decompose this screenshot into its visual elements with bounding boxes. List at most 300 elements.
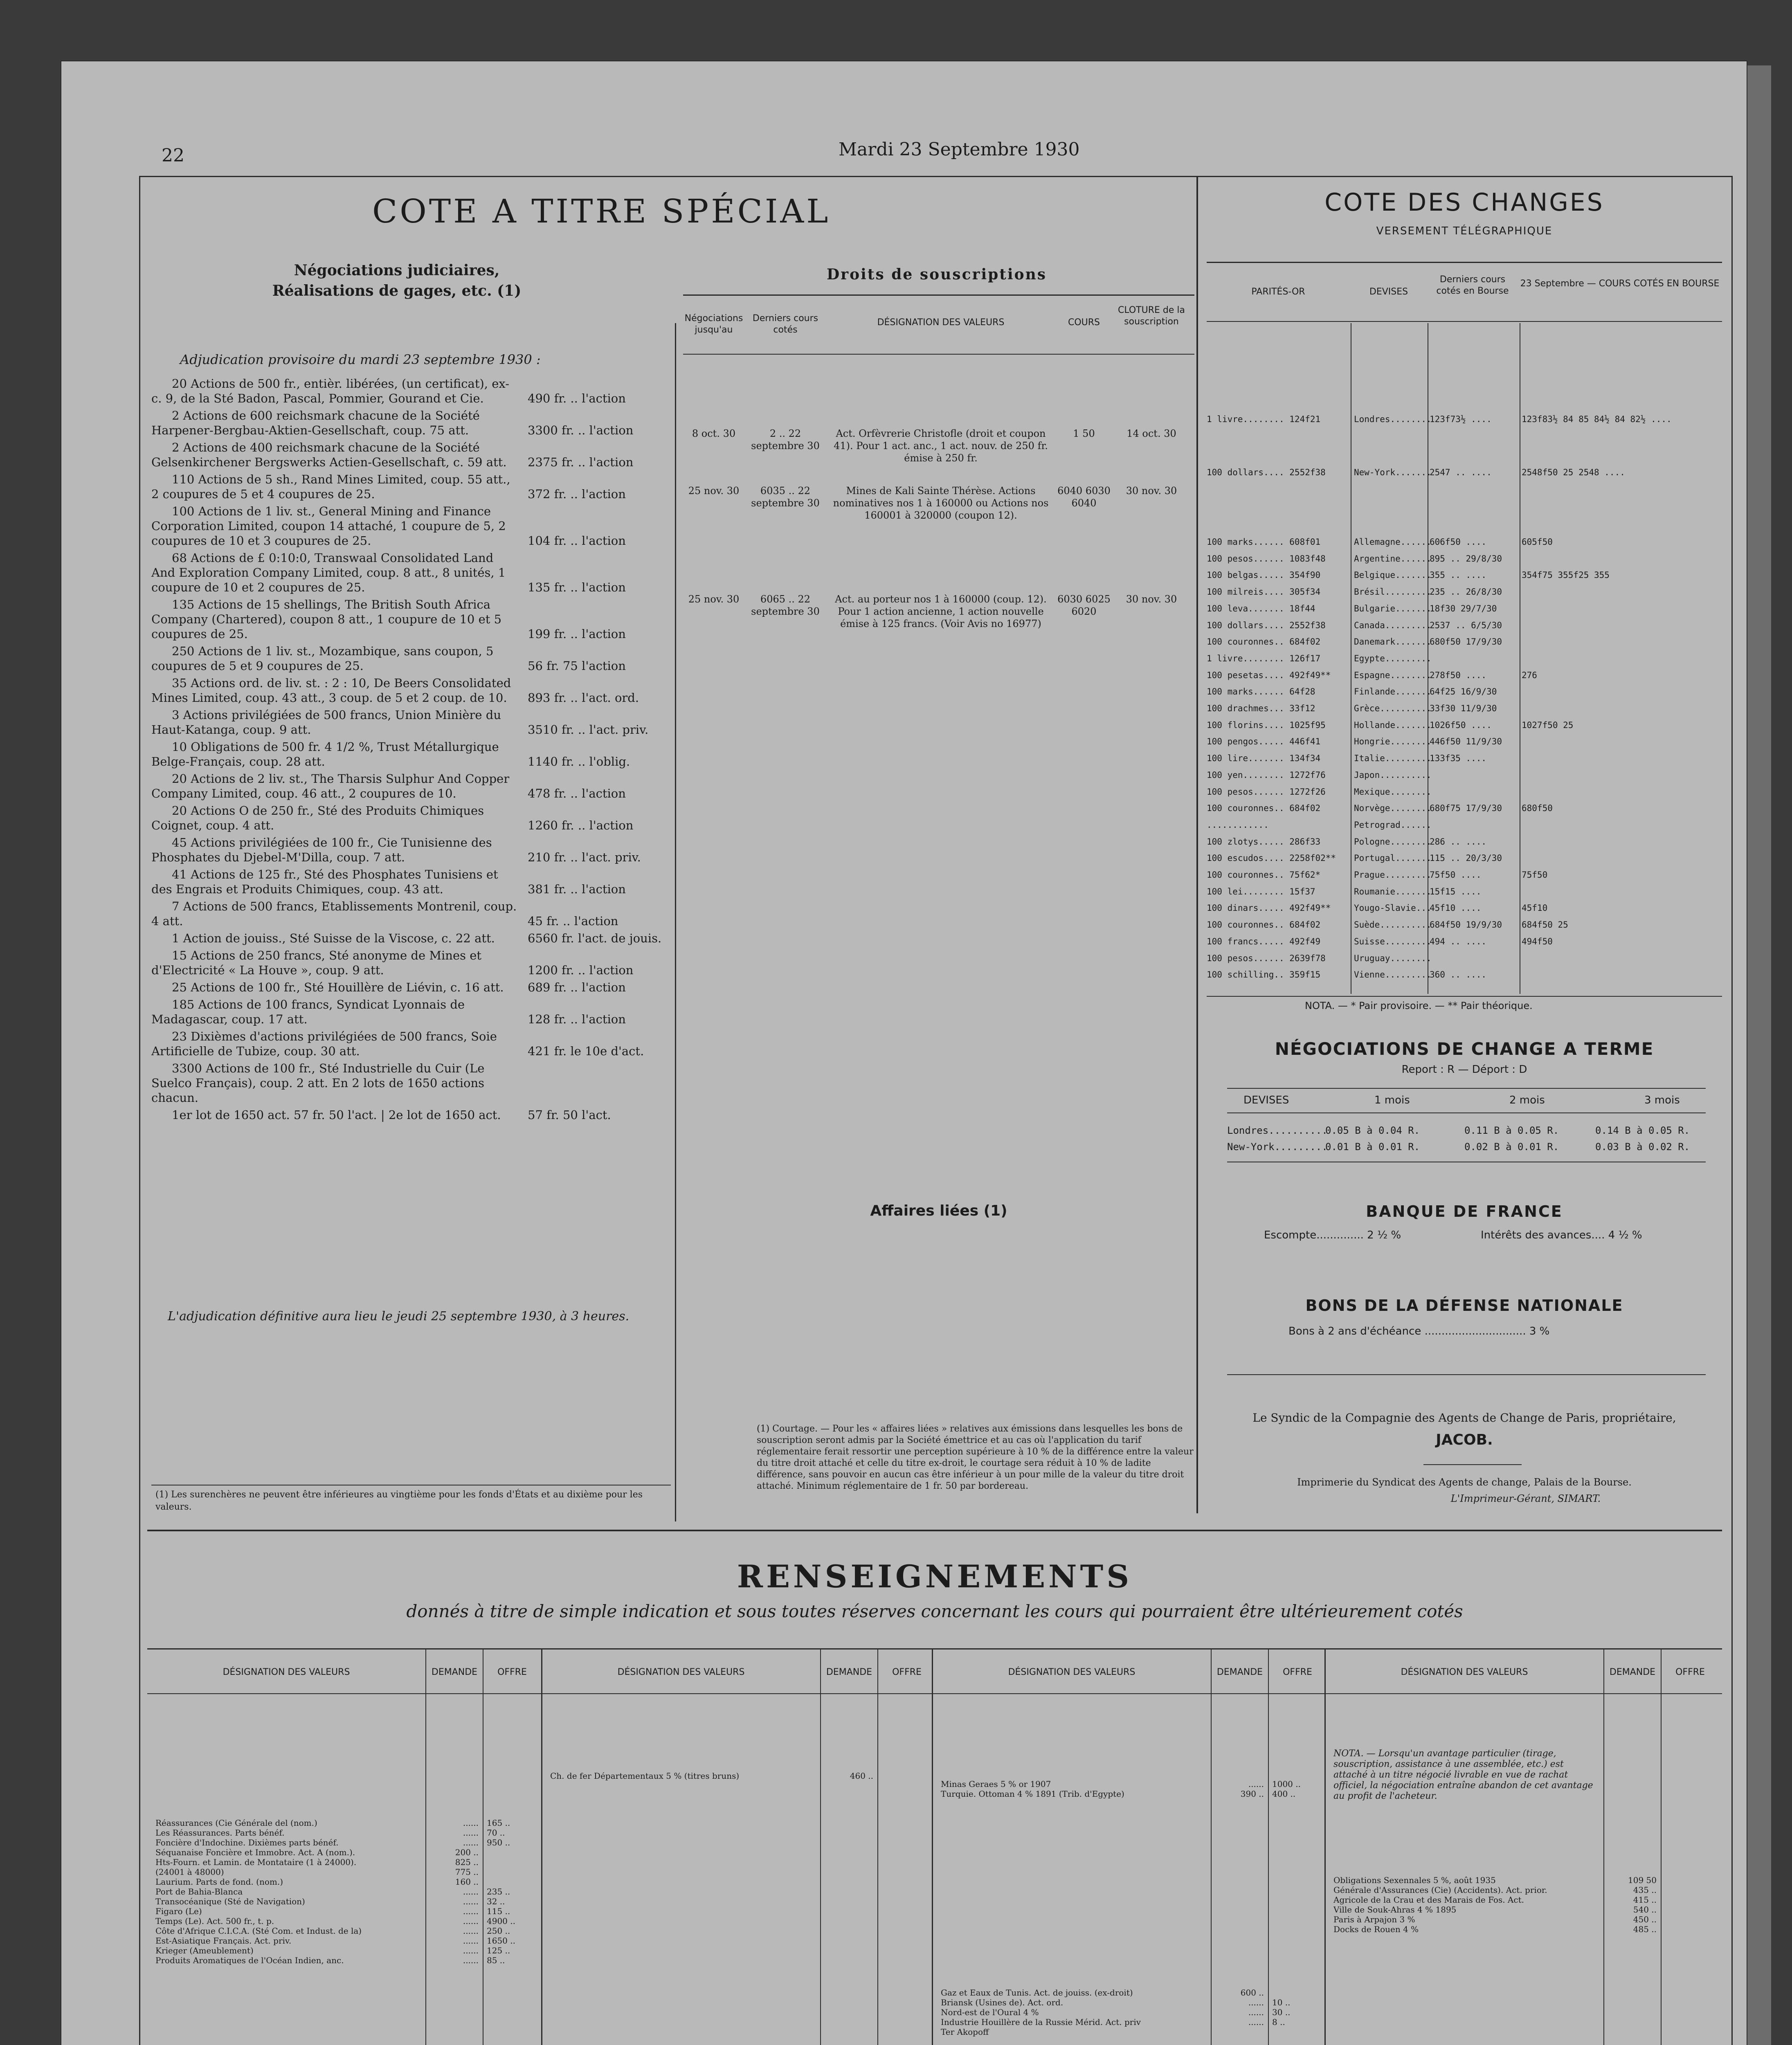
change-devise: Espagne........ xyxy=(1354,670,1432,680)
change-devise: Pologne........ xyxy=(1354,836,1432,847)
special-entry-price: 490 fr. .. l'action xyxy=(528,391,626,405)
cote-special-intro: Adjudication provisoire du mardi 23 septembre 1930 : xyxy=(180,352,541,367)
divider-vertical-mid xyxy=(675,323,676,1521)
droits-headers xyxy=(683,297,1194,354)
banque-avances: Intérêts des avances.... 4 ½ % xyxy=(1481,1229,1642,1241)
rens-row-name: Obligations Sexennales 5 %, août 1935 xyxy=(1333,1875,1496,1885)
rens-row-name: Paris à Arpajon 3 % xyxy=(1333,1915,1415,1924)
change-devise: Prague......... xyxy=(1354,870,1432,880)
change-parite: 100 couronnes.. 684f02 xyxy=(1207,803,1321,814)
page-number: 22 xyxy=(162,145,184,166)
rens-header-designation: DÉSIGNATION DES VALEURS xyxy=(223,1667,350,1677)
rens-row-name: Turquie. Ottoman 4 % 1891 (Trib. d'Egypte) xyxy=(941,1789,1124,1799)
change-dernier: 680f50 17/9/30 xyxy=(1430,637,1502,647)
special-entry-price: 1140 fr. .. l'oblig. xyxy=(528,755,630,769)
rens-row-name: Séquanaise Foncière et Immobre. Act. A (nom.). xyxy=(155,1847,355,1857)
special-entry xyxy=(151,1108,667,1122)
change-devise: Petrograd...... xyxy=(1354,820,1432,830)
change-devise: Portugal....... xyxy=(1354,853,1432,863)
rens-row-name: Ville de Souk-Ahras 4 % 1895 xyxy=(1333,1905,1457,1915)
rens-col-subdivider xyxy=(820,1648,821,2045)
change-cours: 684f50 25 xyxy=(1522,920,1568,930)
change-dernier: 895 .. 29/8/30 xyxy=(1430,553,1502,564)
rens-row-offre: 1650 .. xyxy=(487,1936,515,1946)
rens-row-demande: ...... xyxy=(463,1818,479,1828)
change-parite: 100 lei........ 15f37 xyxy=(1207,886,1315,897)
change-parite: 100 florins.... 1025f95 xyxy=(1207,720,1326,730)
changes-rule-head xyxy=(1207,321,1722,322)
terme-3m: 0.14 B à 0.05 R. xyxy=(1595,1125,1690,1136)
change-dernier: 684f50 19/9/30 xyxy=(1430,920,1502,930)
terme-rule-top xyxy=(1227,1088,1706,1089)
rens-row-demande: 600 .. xyxy=(1240,1988,1264,1998)
special-entry xyxy=(151,644,667,673)
change-dernier: 606f50 .... xyxy=(1430,537,1487,547)
rens-col-divider xyxy=(541,1648,542,2045)
changes-subtitle: VERSEMENT TÉLÉGRAPHIQUE xyxy=(1376,225,1553,237)
special-entry-price: 421 fr. le 10e d'act. xyxy=(528,1044,644,1058)
change-devise: Canada......... xyxy=(1354,620,1432,630)
change-dernier: 235 .. 26/8/30 xyxy=(1430,587,1502,597)
syndic-name: JACOB. xyxy=(1436,1432,1493,1448)
rens-row-name: Port de Bahia-Blanca xyxy=(155,1887,243,1897)
change-dernier: 355 .. .... xyxy=(1430,570,1487,580)
special-entry-text: 2 Actions de 400 reichsmark chacune de la Société Gelsenkirchener Bergswerks Actien-Gesellschaft, c. 59 att. xyxy=(151,440,507,469)
droits-title: Droits de souscriptions xyxy=(826,266,1047,283)
change-dernier: 45f10 .... xyxy=(1430,903,1482,913)
change-cours: 354f75 355f25 355 xyxy=(1522,570,1610,580)
special-entry-price: 56 fr. 75 l'action xyxy=(528,659,626,673)
syndic-rule xyxy=(1423,1464,1522,1465)
droits-header-cours: COURS xyxy=(1068,317,1100,328)
special-entry xyxy=(151,597,667,641)
droits-cours: 6030 6025 6020 xyxy=(1057,593,1111,617)
special-entry xyxy=(151,1029,667,1058)
special-entry xyxy=(151,472,667,501)
rens-row-demande: ...... xyxy=(1248,1998,1264,2007)
divider-vertical-main xyxy=(1196,176,1198,1513)
special-entry-text: 20 Actions de 2 liv. st., The Tharsis Sulphur And Copper Company Limited, coup. 46 att., 2 coupures de 10. xyxy=(151,772,510,800)
special-entry-price: 6560 fr. l'act. de jouis. xyxy=(528,931,662,945)
rens-row-offre: 115 .. xyxy=(487,1906,510,1916)
cote-special-sub1: Négociations judiciaires, xyxy=(294,262,500,279)
change-cours: 123f83½ 84 85 84½ 84 82½ .... xyxy=(1522,414,1672,424)
droits-header-last: Derniers cours cotés xyxy=(752,313,818,335)
terme-1m: 0.01 B à 0.01 R. xyxy=(1325,1141,1420,1153)
rens-row-demande: ...... xyxy=(1248,2017,1264,2027)
change-devise: Suède.......... xyxy=(1354,920,1432,930)
special-entry-price: 893 fr. .. l'act. ord. xyxy=(528,691,639,705)
rens-row-name: Générale d'Assurances (Cie) (Accidents). Act. prior. xyxy=(1333,1885,1547,1895)
rens-row-offre: 400 .. xyxy=(1272,1789,1296,1799)
droits-rule-head xyxy=(683,354,1194,355)
droits-footnote: (1) Courtage. — Pour les « affaires liées » relatives aux émissions dans lesquelles les bons de souscription seront admis par la Société émettrice et au cas où l'application du tarif réglementaire ferait ressortir une perception supérieure à 10 % de la différence entre la valeur du titre droit attaché et celle du titre ex-droit, le courtage sera réduit à 10 % de ladite différence, sans pouvoir en aucun cas être inférieur à un pour mille de la valeur du titre droit attaché. Minimum réglementaire de 1 fr. 50 par bordereau. xyxy=(757,1424,1194,1491)
droits-last: 6035 .. 22 septembre 30 xyxy=(751,485,820,509)
terme-2m: 0.02 B à 0.01 R. xyxy=(1464,1141,1559,1153)
rens-row-offre: 125 .. xyxy=(487,1946,510,1955)
rens-header-demande: DEMANDE xyxy=(431,1667,478,1677)
changes-header-dernier: Derniers cours cotés en Bourse xyxy=(1436,274,1509,296)
renseignements-grid xyxy=(147,1648,1722,2045)
change-devise: Allemagne...... xyxy=(1354,537,1432,547)
rens-row-demande: ...... xyxy=(463,1926,479,1936)
change-dernier: 446f50 11/9/30 xyxy=(1430,737,1502,747)
change-devise: Yougo-Slavie... xyxy=(1354,903,1432,913)
special-entry xyxy=(151,408,667,438)
change-dernier: 64f25 16/9/30 xyxy=(1430,687,1497,697)
page-date: Mardi 23 Septembre 1930 xyxy=(839,139,1080,160)
rens-header-designation: DÉSIGNATION DES VALEURS xyxy=(1401,1667,1528,1677)
rens-header-offre: OFFRE xyxy=(1283,1667,1312,1677)
rens-row-offre: 1000 .. xyxy=(1272,1779,1301,1789)
change-parite: 100 francs..... 492f49 xyxy=(1207,936,1321,946)
change-dernier: 360 .. .... xyxy=(1430,970,1487,980)
special-entry xyxy=(151,551,667,595)
rens-row-demande: 460 .. xyxy=(850,1771,873,1781)
renseignements-subtitle: donnés à titre de simple indication et sous toutes réserves concernant les cours qui pourraient être ultérieurement cotés xyxy=(406,1601,1463,1621)
terme-rule-head xyxy=(1227,1112,1706,1113)
rens-col-subdivider xyxy=(425,1648,426,2045)
change-parite: 100 pesos...... 1083f48 xyxy=(1207,553,1326,564)
rens-col-subdivider xyxy=(1661,1648,1662,2045)
special-entry xyxy=(151,676,667,705)
special-entry xyxy=(151,997,667,1027)
rens-row-demande: 390 .. xyxy=(1240,1789,1264,1799)
changes-header-cours: 23 Septembre — COURS COTÉS EN BOURSE xyxy=(1520,279,1720,289)
change-devise: Vienne......... xyxy=(1354,970,1432,980)
change-dernier: 2547 .. .... xyxy=(1430,467,1492,477)
page-edge xyxy=(1747,65,1771,2045)
rens-row-name: Réassurances (Cie Générale del (nom.) xyxy=(155,1818,317,1828)
change-devise: Hollande....... xyxy=(1354,720,1432,730)
change-dernier: 2537 .. 6/5/30 xyxy=(1430,620,1502,630)
affaires-liees: Affaires liées (1) xyxy=(870,1202,1007,1219)
special-entry-price: 2375 fr. .. l'action xyxy=(528,455,634,469)
change-parite: 100 schilling.. 359f15 xyxy=(1207,970,1321,980)
changes-rule-bottom xyxy=(1207,996,1722,997)
rens-row-demande: ...... xyxy=(463,1906,479,1916)
change-devise: Uruguay........ xyxy=(1354,953,1432,963)
change-dernier: 278f50 .... xyxy=(1430,670,1487,680)
special-entry xyxy=(151,504,667,548)
change-parite: 100 milreis.... 305f34 xyxy=(1207,587,1321,597)
special-entry-price: 1200 fr. .. l'action xyxy=(528,963,634,977)
special-entry-text: 41 Actions de 125 fr., Sté des Phosphates Tunisiens et des Engrais et Produits Chimiques, coup. 43 att. xyxy=(151,867,498,896)
change-devise: Italie......... xyxy=(1354,753,1432,764)
change-parite: 100 pengos..... 446f41 xyxy=(1207,737,1321,747)
rens-header-demande: DEMANDE xyxy=(1216,1667,1263,1677)
special-entry-text: 3300 Actions de 100 fr., Sté Industrielle du Cuir (Le Suelco Français), coup. 2 att. En 2 lots de 1650 actions chacun. xyxy=(151,1061,485,1105)
rens-row-demande: 160 .. xyxy=(455,1877,479,1887)
change-dernier: 33f30 11/9/30 xyxy=(1430,703,1497,713)
rens-row-name: (24001 à 48000) xyxy=(155,1867,224,1877)
change-cours: 276 xyxy=(1522,670,1537,680)
rens-row-name: Figaro (Le) xyxy=(155,1906,202,1916)
special-entry-price: 478 fr. .. l'action xyxy=(528,787,626,800)
change-parite: 100 marks...... 64f28 xyxy=(1207,687,1315,697)
change-devise: Brésil......... xyxy=(1354,587,1432,597)
change-parite: 1 livre........ 124f21 xyxy=(1207,414,1321,424)
rens-row-name: Hts-Fourn. et Lamin. de Montataire (1 à 24000). xyxy=(155,1857,357,1867)
terme-sub: Report : R — Déport : D xyxy=(1401,1063,1527,1076)
change-devise: New-York....... xyxy=(1354,467,1432,477)
droits-cloture: 30 nov. 30 xyxy=(1126,593,1177,605)
terme-devise: Londres.......... xyxy=(1227,1125,1328,1136)
change-parite: ............ xyxy=(1207,820,1269,830)
rens-col-divider xyxy=(1324,1648,1326,2045)
rens-row-name: Les Réassurances. Parts bénéf. xyxy=(155,1828,285,1838)
rens-row-demande: ...... xyxy=(463,1828,479,1838)
change-parite: 100 couronnes.. 75f62* xyxy=(1207,870,1321,880)
rens-row-name: Docks de Rouen 4 % xyxy=(1333,1924,1419,1934)
rens-row-demande: 415 .. xyxy=(1633,1895,1657,1905)
droits-header-desig: DÉSIGNATION DES VALEURS xyxy=(877,317,1005,328)
rens-nota: NOTA. — Lorsqu'un avantage particulier (tirage, souscription, assistance à une assemblée, etc.) est attaché à un titre négocié livrable en vue de rachat officiel, la négociation entraîne abandon de cet avantage au profit de l'acheteur. xyxy=(1333,1748,1593,1801)
changes-title: COTE DES CHANGES xyxy=(1324,188,1604,217)
change-cours: 605f50 xyxy=(1522,537,1553,547)
rens-row-name: Gaz et Eaux de Tunis. Act. de jouiss. (ex-droit) xyxy=(941,1988,1133,1998)
rens-row-name: Ch. de fer Départementaux 5 % (titres bruns) xyxy=(550,1771,740,1781)
change-cours: 494f50 xyxy=(1522,936,1553,946)
special-entry xyxy=(151,1061,667,1105)
rens-row-demande: ...... xyxy=(1248,2007,1264,2017)
bons-line: Bons à 2 ans d'échéance .............................. 3 % xyxy=(1288,1325,1550,1337)
banque-escompte: Escompte.............. 2 ½ % xyxy=(1264,1229,1401,1241)
rens-row-demande: ...... xyxy=(463,1897,479,1906)
special-entry-price: 3510 fr. .. l'act. priv. xyxy=(528,723,649,737)
change-cours: 45f10 xyxy=(1522,903,1548,913)
rens-row-name: Ter Akopoff xyxy=(941,2027,989,2037)
terme-title: NÉGOCIATIONS DE CHANGE A TERME xyxy=(1275,1039,1654,1059)
special-entry-price: 381 fr. .. l'action xyxy=(528,882,626,896)
syndic-imprimerie: Imprimerie du Syndicat des Agents de change, Palais de la Bourse. xyxy=(1297,1476,1632,1488)
change-parite: 100 couronnes.. 684f02 xyxy=(1207,920,1321,930)
change-parite: 100 dollars.... 2552f38 xyxy=(1207,620,1326,630)
change-parite: 100 leva....... 18f44 xyxy=(1207,603,1315,614)
rens-row-offre: 4900 .. xyxy=(487,1916,515,1926)
syndic-line: Le Syndic de la Compagnie des Agents de Change de Paris, propriétaire, xyxy=(1252,1411,1676,1425)
rens-row-demande: 825 .. xyxy=(455,1857,479,1867)
rens-col-divider xyxy=(932,1648,933,2045)
droits-date: 25 nov. 30 xyxy=(688,593,740,605)
rens-row-demande: ...... xyxy=(463,1946,479,1955)
rens-header-demande: DEMANDE xyxy=(1609,1667,1656,1677)
droits-desig: Mines de Kali Sainte Thérèse. Actions nominatives nos 1 à 160000 ou Actions nos 160001 à 320000 (coupon 12). xyxy=(833,485,1049,521)
change-devise: Londres........ xyxy=(1354,414,1432,424)
rens-row-offre: 32 .. xyxy=(487,1897,505,1906)
rens-row-demande: ...... xyxy=(463,1936,479,1946)
change-devise: Grèce.......... xyxy=(1354,703,1432,713)
rens-row-name: Nord-est de l'Oural 4 % xyxy=(941,2007,1039,2017)
droits-header-cloture: CLOTURE de la souscription xyxy=(1118,305,1185,327)
rens-header-designation: DÉSIGNATION DES VALEURS xyxy=(617,1667,745,1677)
special-entry xyxy=(151,739,667,769)
terme-devise: New-York......... xyxy=(1227,1141,1328,1153)
rens-row-name: Est-Asiatique Français. Act. priv. xyxy=(155,1936,292,1946)
special-entry-text: 7 Actions de 500 francs, Etablissements Montrenil, coup. 4 att. xyxy=(151,899,517,928)
rens-row-name: Agricole de la Crau et des Marais de Fos. Act. xyxy=(1333,1895,1524,1905)
change-parite: 100 belgas..... 354f90 xyxy=(1207,570,1321,580)
rens-row-offre: 85 .. xyxy=(487,1955,505,1965)
special-entry-text: 25 Actions de 100 fr., Sté Houillère de Liévin, c. 16 att. xyxy=(172,980,504,994)
rens-row-demande: ...... xyxy=(1248,1779,1264,1789)
change-devise: Japon.......... xyxy=(1354,770,1432,780)
special-entries xyxy=(151,376,667,1125)
change-dernier: 115 .. 20/3/30 xyxy=(1430,853,1502,863)
rens-row-offre: 10 .. xyxy=(1272,1998,1291,2007)
bons-title: BONS DE LA DÉFENSE NATIONALE xyxy=(1305,1297,1623,1315)
special-entry-text: 68 Actions de £ 0:10:0, Transwaal Consolidated Land And Exploration Company Limited, coup. 8 att., 8 unités, 1 coupure de 10 et 2 coupures de 25. xyxy=(151,551,506,594)
rens-row-name: Côte d'Afrique C.I.C.A. (Sté Com. et Indust. de la) xyxy=(155,1926,362,1936)
special-entry-text: 20 Actions de 500 fr., entièr. libérées, (un certificat), ex-c. 9, de la Sté Badon, Pascal, Pommier, Gourand et Cie. xyxy=(151,377,510,405)
droits-cours: 6040 6030 6040 xyxy=(1057,485,1111,509)
change-parite: 100 zlotys..... 286f33 xyxy=(1207,836,1321,847)
terme-header-2m: 2 mois xyxy=(1509,1094,1545,1106)
change-parite: 100 dollars.... 2552f38 xyxy=(1207,467,1326,477)
change-devise: Suisse......... xyxy=(1354,936,1432,946)
special-entry-text: 3 Actions privilégiées de 500 francs, Union Minière du Haut-Katanga, coup. 9 att. xyxy=(151,708,501,737)
terme-header-1m: 1 mois xyxy=(1374,1094,1410,1106)
newspaper-page xyxy=(61,61,1747,2045)
rens-row-demande: ...... xyxy=(463,1887,479,1897)
special-entry xyxy=(151,376,667,406)
droits-last: 2 .. 22 septembre 30 xyxy=(751,428,820,452)
rens-row-demande: 435 .. xyxy=(1633,1885,1657,1895)
rens-header-designation: DÉSIGNATION DES VALEURS xyxy=(1008,1667,1135,1677)
change-dernier: 15f15 .... xyxy=(1430,886,1482,897)
rens-row-name: Minas Geraes 5 % or 1907 xyxy=(941,1779,1051,1789)
change-dernier: 680f75 17/9/30 xyxy=(1430,803,1502,814)
special-entry-price: 135 fr. .. l'action xyxy=(528,580,626,594)
rens-row-demande: 450 .. xyxy=(1633,1915,1657,1924)
special-entry-text: 185 Actions de 100 francs, Syndicat Lyonnais de Madagascar, coup. 17 att. xyxy=(151,998,465,1026)
rens-col-subdivider xyxy=(877,1648,878,2045)
change-cours: 2548f50 25 2548 .... xyxy=(1522,467,1625,477)
special-entry xyxy=(151,948,667,978)
special-entry xyxy=(151,980,667,995)
droits-rule-top xyxy=(683,294,1194,296)
rens-row-name: Produits Aromatiques de l'Océan Indien, anc. xyxy=(155,1955,344,1965)
special-entry-price: 104 fr. .. l'action xyxy=(528,534,626,548)
special-entry xyxy=(151,440,667,470)
banque-title: BANQUE DE FRANCE xyxy=(1366,1202,1563,1220)
droits-cloture: 14 oct. 30 xyxy=(1126,428,1176,439)
terme-3m: 0.03 B à 0.02 R. xyxy=(1595,1141,1690,1153)
change-parite: 100 pesetas.... 492f49** xyxy=(1207,670,1331,680)
rens-row-name: Foncière d'Indochine. Dixièmes parts bénéf. xyxy=(155,1838,339,1847)
rens-header-demande: DEMANDE xyxy=(826,1667,872,1677)
droits-header-date: Négociations jusqu'au xyxy=(684,313,743,335)
syndic-gerant: L'Imprimeur-Gérant, SIMART. xyxy=(1450,1493,1601,1504)
special-entry-text: 250 Actions de 1 liv. st., Mozambique, sans coupon, 5 coupures de 5 et 9 coupures de 25. xyxy=(151,644,494,673)
droits-desig: Act. Orfèvrerie Christofle (droit et coupon 41). Pour 1 act. anc., 1 act. nouv. de 250 fr. émise à 250 fr. xyxy=(834,428,1048,464)
rens-row-demande: 485 .. xyxy=(1633,1924,1657,1934)
change-devise: Finlande....... xyxy=(1354,687,1432,697)
special-entry-price: 199 fr. .. l'action xyxy=(528,627,626,641)
changes-header-parite: PARITÉS-OR xyxy=(1251,287,1305,297)
terme-1m: 0.05 B à 0.04 R. xyxy=(1325,1125,1420,1136)
change-parite: 100 pesos...... 1272f26 xyxy=(1207,787,1326,797)
special-entry-price: 128 fr. .. l'action xyxy=(528,1012,626,1026)
change-dernier: 494 .. .... xyxy=(1430,936,1487,946)
change-dernier: 133f35 .... xyxy=(1430,753,1487,764)
terme-header-3m: 3 mois xyxy=(1644,1094,1680,1106)
special-entry xyxy=(151,931,667,946)
change-parite: 1 livre........ 126f17 xyxy=(1207,653,1321,663)
rens-row-demande: ...... xyxy=(463,1916,479,1926)
rens-row-name: Krieger (Ameublement) xyxy=(155,1946,254,1955)
terme-2m: 0.11 B à 0.05 R. xyxy=(1464,1125,1559,1136)
special-entry-price: 372 fr. .. l'action xyxy=(528,487,626,501)
special-entry-price: 689 fr. .. l'action xyxy=(528,980,626,994)
changes-header-devise: DEVISES xyxy=(1369,287,1408,297)
special-entry-text: 20 Actions O de 250 fr., Sté des Produits Chimiques Coignet, coup. 4 att. xyxy=(151,804,484,832)
special-entry-text: 23 Dixièmes d'actions privilégiées de 500 francs, Soie Artificielle de Tubize, coup. 30 att. xyxy=(151,1029,497,1058)
rens-header-offre: OFFRE xyxy=(497,1667,527,1677)
rens-row-name: Industrie Houillère de la Russie Mérid. Act. priv xyxy=(941,2017,1141,2027)
changes-nota: NOTA. — * Pair provisoire. — ** Pair théorique. xyxy=(1305,1000,1533,1011)
change-parite: 100 couronnes.. 684f02 xyxy=(1207,637,1321,647)
special-entry-price: 210 fr. .. l'act. priv. xyxy=(528,850,641,864)
droits-desig: Act. au porteur nos 1 à 160000 (coup. 12). Pour 1 action ancienne, 1 action nouvelle émise à 125 francs. (Voir Avis no 16977) xyxy=(835,593,1047,629)
rens-row-offre: 250 .. xyxy=(487,1926,510,1936)
change-parite: 100 dinars..... 492f49** xyxy=(1207,903,1331,913)
rens-col-subdivider xyxy=(1268,1648,1269,2045)
special-entry-price: 45 fr. .. l'action xyxy=(528,914,618,928)
special-entry xyxy=(151,708,667,737)
special-entry-price: 1260 fr. .. l'action xyxy=(528,818,634,832)
change-dernier: 123f73½ .... xyxy=(1430,414,1492,424)
special-entry-text: 15 Actions de 250 francs, Sté anonyme de Mines et d'Electricité « La Houve », coup. 9 att. xyxy=(151,948,482,977)
change-parite: 100 marks...... 608f01 xyxy=(1207,537,1321,547)
special-entry-price: 57 fr. 50 l'act. xyxy=(528,1108,611,1122)
rens-col-subdivider xyxy=(1211,1648,1212,2045)
special-entry-text: 10 Obligations de 500 fr. 4 1/2 %, Trust Métallurgique Belge-Français, coup. 28 att. xyxy=(151,740,499,769)
change-devise: Mexique........ xyxy=(1354,787,1432,797)
rens-row-offre: 950 .. xyxy=(487,1838,510,1847)
rens-row-offre: 70 .. xyxy=(487,1828,505,1838)
bons-rule xyxy=(1227,1374,1706,1375)
special-entry xyxy=(151,899,667,928)
special-entry xyxy=(151,803,667,833)
change-dernier: 286 .. .... xyxy=(1430,836,1487,847)
rens-col-subdivider xyxy=(1603,1648,1604,2045)
special-entry-text: 45 Actions privilégiées de 100 fr., Cie Tunisienne des Phosphates du Djebel-M'Dilla, coup. 7 att. xyxy=(151,836,492,864)
rens-row-demande: 775 .. xyxy=(455,1867,479,1877)
cote-special-final: L'adjudication définitive aura lieu le jeudi 25 septembre 1930, à 3 heures. xyxy=(168,1309,630,1324)
rens-row-demande: ...... xyxy=(463,1838,479,1847)
rens-row-demande: ...... xyxy=(463,1955,479,1965)
change-cours: 1027f50 25 xyxy=(1522,720,1574,730)
special-entry-text: 110 Actions de 5 sh., Rand Mines Limited, coup. 55 att., 2 coupures de 5 et 4 coupures de 25. xyxy=(151,472,510,501)
change-dernier: 18f30 29/7/30 xyxy=(1430,603,1497,614)
droits-cours: 1 50 xyxy=(1073,428,1095,439)
change-devise: Argentine...... xyxy=(1354,553,1432,564)
change-devise: Danemark....... xyxy=(1354,637,1432,647)
special-entry-text: 35 Actions ord. de liv. st. : 2 : 10, De Beers Consolidated Mines Limited, coup. 43 att., 3 coup. de 5 et 2 coup. de 10. xyxy=(151,676,511,705)
droits-last: 6065 .. 22 septembre 30 xyxy=(751,593,820,617)
special-entry-text: 100 Actions de 1 liv. st., General Mining and Finance Corporation Limited, coupon 14 attaché, 1 coupure de 5, 2 coupures de 10 et 3 coupures de 25. xyxy=(151,504,506,548)
rens-row-demande: 200 .. xyxy=(455,1847,479,1857)
renseignements-title: RENSEIGNEMENTS xyxy=(737,1558,1133,1595)
special-entry xyxy=(151,867,667,897)
rens-row-offre: 30 .. xyxy=(1272,2007,1291,2017)
special-entry-text: 2 Actions de 600 reichsmark chacune de la Société Harpener-Bergbau-Aktien-Gesellschaft, coup. 75 att. xyxy=(151,409,480,437)
change-devise: Roumanie....... xyxy=(1354,886,1432,897)
change-dernier: 75f50 .... xyxy=(1430,870,1482,880)
changes-headers xyxy=(1207,266,1722,319)
special-entry-text: 135 Actions de 15 shellings, The British South Africa Company (Chartered), coupon 8 att., 1 coupure de 10 et 5 coupures de 25. xyxy=(151,598,502,641)
